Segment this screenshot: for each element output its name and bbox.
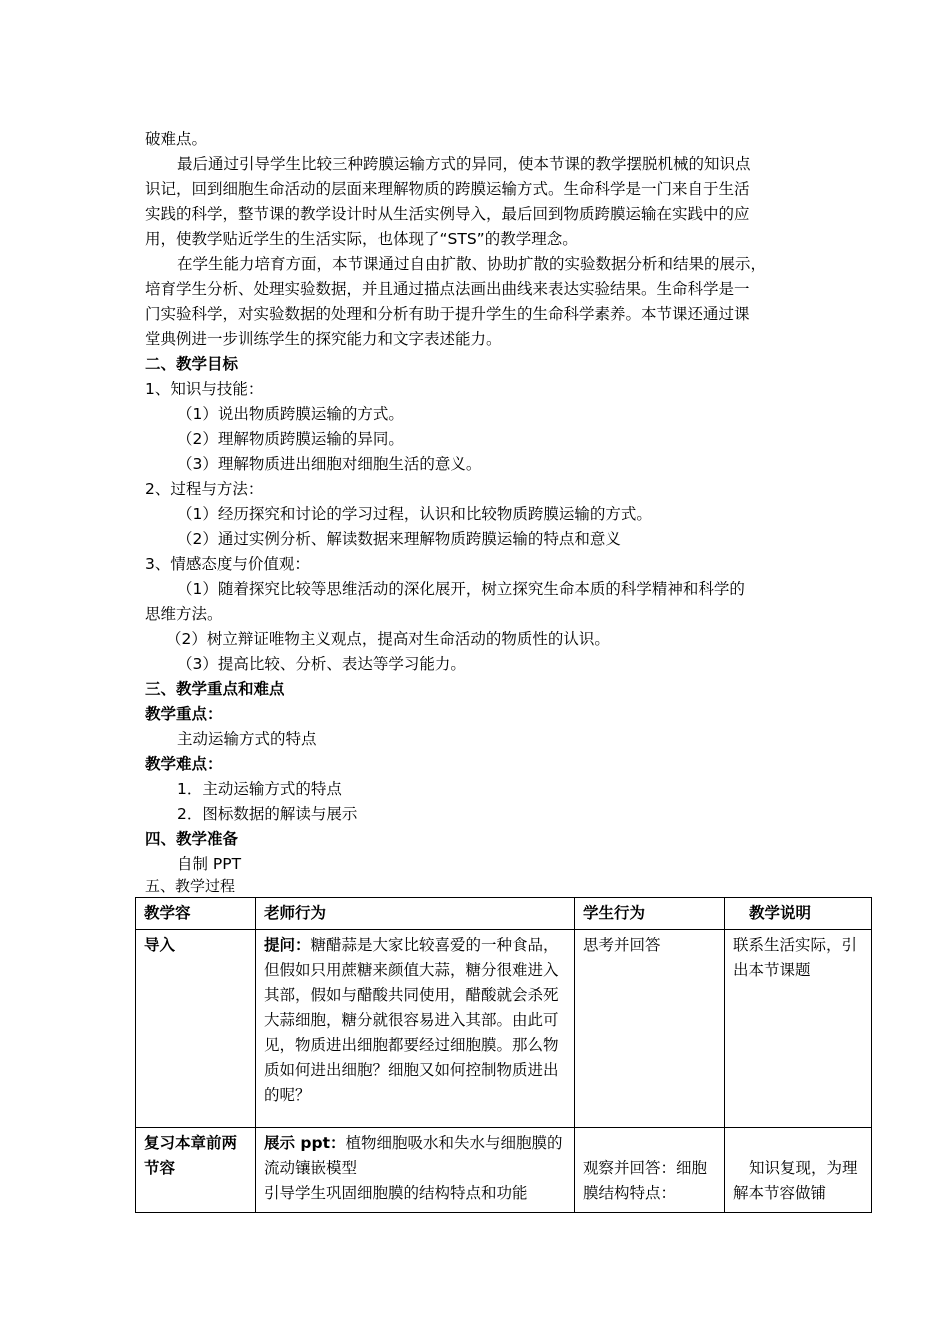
paragraph-line: 实践的科学，整节课的教学设计时从生活实例导入，最后回到物质跨膜运输在实践中的应 — [145, 205, 750, 223]
list-item: （2）理解物质跨膜运输的异同。 — [177, 430, 404, 448]
list-item: 主动运输方式的特点 — [177, 730, 317, 748]
difficulty-label: 教学难点： — [145, 755, 223, 773]
table-cell: 导入 — [136, 930, 256, 1128]
teacher-action-label: 展示 ppt： — [264, 1134, 346, 1152]
list-item: （3）提高比较、分析、表达等学习能力。 — [177, 655, 466, 673]
paragraph-line: 用，使教学贴近学生的生活实际，也体现了“STS”的教学理念。 — [145, 230, 578, 248]
table-cell: 知识复现，为理解本节容做铺 — [725, 1128, 872, 1213]
table-cell — [256, 930, 575, 1128]
list-item: （1）随着探究比较等思维活动的深化展开，树立探究生命本质的科学精神和科学的 — [177, 580, 745, 598]
list-item: 自制 PPT — [177, 855, 242, 873]
teacher-action-text: 植物细胞吸水和失水与细胞膜的流动镶嵌模型 — [264, 1134, 563, 1177]
table-cell: 观察并回答：细胞膜结构特点： — [575, 1128, 725, 1213]
list-item-continued: 思维方法。 — [145, 605, 223, 623]
section-heading: 二、教学目标 — [145, 355, 239, 373]
list-item: （2）树立辩证唯物主义观点，提高对生命活动的物质性的认识。 — [166, 630, 610, 648]
section-heading: 四、教学准备 — [145, 830, 239, 848]
list-item: 2．图标数据的解读与展示 — [177, 805, 358, 823]
paragraph-line: 破难点。 — [145, 130, 208, 148]
table-cell: 复习本章前两节容 — [136, 1128, 256, 1213]
paragraph-line: 门实验科学，对实验数据的处理和分析有助于提升学生的生命科学素养。本节课还通过课 — [145, 305, 750, 323]
table-header-row — [136, 898, 872, 930]
subsection-title: 2、过程与方法： — [145, 480, 264, 498]
teacher-action-text: 引导学生巩固细胞膜的结构特点和功能 — [264, 1184, 528, 1202]
table-cell: 联系生活实际，引出本节课题 — [725, 930, 872, 1128]
table-cell: 思考并回答 — [575, 930, 725, 1128]
list-item: （1）说出物质跨膜运输的方式。 — [177, 405, 404, 423]
table-row — [136, 1128, 872, 1213]
key-points-label: 教学重点： — [145, 705, 223, 723]
paragraph-line: 堂典例进一步训练学生的探究能力和文字表述能力。 — [145, 330, 502, 348]
list-item: （2）通过实例分析、解读数据来理解物质跨膜运输的特点和意义 — [177, 530, 621, 548]
teacher-action-label: 提问： — [264, 936, 311, 954]
section-heading: 五、教学过程 — [145, 877, 236, 895]
list-item: （3）理解物质进出细胞对细胞生活的意义。 — [177, 455, 482, 473]
teacher-action-text: 糖醋蒜是大家比较喜爱的一种食品，但假如只用蔗糖来颜值大蒜，糖分很难进入其部，假如与醋酸共同使用，醋酸就会杀死大蒜细胞，糖分就很容易进入其部。由此可见，物质进出细胞都要经过细胞膜。那么物质如何进出细胞？细胞又如何控制物质进出的呢？ — [264, 936, 559, 1104]
paragraph-line: 培育学生分析、处理实验数据，并且通过描点法画出曲线来表达实验结果。生命科学是一 — [145, 280, 750, 298]
table-header-cell: 教学说明 — [725, 898, 872, 930]
table-row — [136, 930, 872, 1128]
table-header-cell: 教学容 — [136, 898, 256, 930]
subsection-title: 3、情感态度与价值观： — [145, 555, 310, 573]
paragraph-line: 最后通过引导学生比较三种跨膜运输方式的异同，使本节课的教学摆脱机械的知识点 — [177, 155, 751, 173]
table-header-cell: 老师行为 — [256, 898, 575, 930]
section-heading: 三、教学重点和难点 — [145, 680, 285, 698]
paragraph-line: 在学生能力培育方面，本节课通过自由扩散、协助扩散的实验数据分析和结果的展示， — [177, 255, 767, 273]
list-item: （1）经历探究和讨论的学习过程，认识和比较物质跨膜运输的方式。 — [177, 505, 652, 523]
subsection-title: 1、知识与技能： — [145, 380, 264, 398]
list-item: 1．主动运输方式的特点 — [177, 780, 342, 798]
table-header-cell: 学生行为 — [575, 898, 725, 930]
lesson-table — [135, 897, 872, 1213]
paragraph-line: 识记，回到细胞生命活动的层面来理解物质的跨膜运输方式。生命科学是一门来自于生活 — [145, 180, 750, 198]
table-cell — [256, 1128, 575, 1213]
